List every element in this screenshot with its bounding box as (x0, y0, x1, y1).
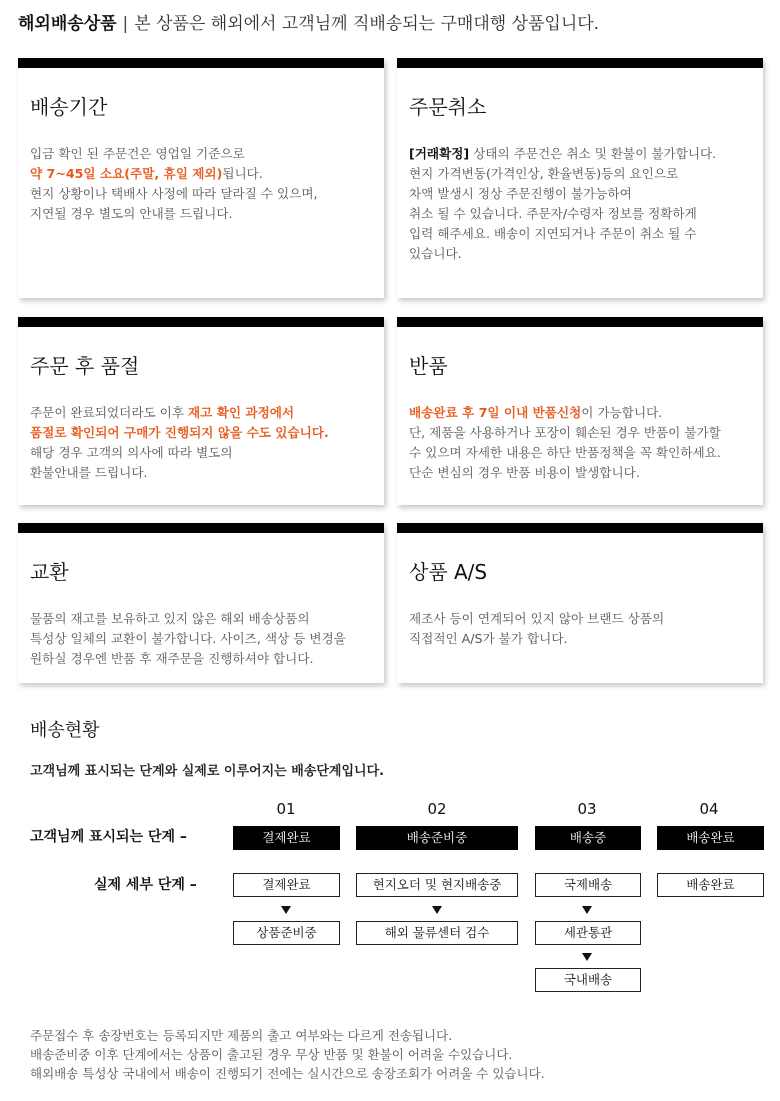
card-exchange (18, 523, 384, 683)
actual-stage-box: 상품준비중 (233, 921, 340, 945)
highlight-text: 약 7~45일 소요(주말, 휴일 제외) (30, 166, 223, 181)
card-text: 입력 해주세요. 배송이 지연되거나 주문이 취소 될 수 (409, 226, 697, 241)
highlight-text: 품절로 확인되어 구매가 진행되지 않을 수도 있습니다. (30, 425, 329, 440)
header-description: 본 상품은 해외에서 고객님께 직배송되는 구매대행 상품입니다. (134, 14, 600, 34)
actual-stage-box: 결제완료 (233, 873, 340, 897)
actual-stage-box: 세관통관 (535, 921, 641, 945)
card-text: 차액 발생시 정상 주문진행이 불가능하여 (409, 186, 632, 201)
card-body (30, 144, 374, 224)
card-text (409, 403, 753, 423)
down-arrow-icon (432, 906, 442, 914)
card-title: 상품 A/S (409, 560, 488, 584)
step-number: 02 (427, 800, 447, 818)
header-brand: 해외배송상품 (18, 14, 117, 34)
card-top-bar (18, 317, 384, 327)
notes (30, 1026, 545, 1083)
card-text: 현지 상황이나 택배사 사정에 따라 달라질 수 있으며, (30, 186, 318, 201)
note-line: 배송준비중 이후 단계에서는 상품이 출고된 경우 무상 반품 및 환불이 어려울 수있습니다. (30, 1047, 513, 1062)
step-number: 01 (276, 800, 296, 818)
customer-stage-box: 결제완료 (233, 826, 340, 850)
actual-stage-box: 국제배송 (535, 873, 641, 897)
card-top-bar (397, 317, 763, 327)
card-top-bar (18, 58, 384, 68)
down-arrow-icon (582, 953, 592, 961)
down-arrow-icon (582, 906, 592, 914)
row-label-actual: 실제 세부 단계 – (94, 877, 197, 893)
card-top-bar (18, 523, 384, 533)
card-text: 직접적인 A/S가 불가 합니다. (409, 631, 568, 646)
header-separator: | (122, 14, 129, 34)
card-title: 교환 (30, 560, 69, 584)
card-text: 원하실 경우엔 반품 후 재주문을 진행하셔야 합니다. (30, 651, 314, 666)
card-body (30, 609, 374, 669)
page-header (18, 10, 768, 38)
actual-stage-box: 해외 물류센터 검수 (356, 921, 518, 945)
note-line: 주문접수 후 송장번호는 등록되지만 제품의 출고 여부와는 다르게 전송됩니다. (30, 1028, 453, 1043)
card-title: 주문 후 품절 (30, 354, 140, 378)
card-text: 단, 제품을 사용하거나 포장이 훼손된 경우 반품이 불가할 (409, 425, 721, 440)
card-title: 주문취소 (409, 95, 487, 119)
card-title: 배송기간 (30, 95, 108, 119)
actual-stage-box: 배송완료 (657, 873, 764, 897)
card-text-start: 주문이 완료되었더라도 이후 (30, 405, 188, 420)
card-text: 입금 확인 된 주문건은 영업일 기준으로 (30, 146, 245, 161)
card-text: 취소 될 수 있습니다. 주문자/수령자 정보를 정확하게 (409, 206, 697, 221)
card-order-cancel (397, 58, 763, 298)
highlight-text: 배송완료 후 7일 이내 반품신청 (409, 405, 582, 420)
card-text: 수 있으며 자세한 내용은 하단 반품정책을 꼭 확인하세요. (409, 445, 721, 460)
actual-stage-box: 현지오더 및 현지배송중 (356, 873, 518, 897)
card-text: 단순 변심의 경우 반품 비용이 발생합니다. (409, 465, 640, 480)
note-line: 해외배송 특성상 국내에서 배송이 진행되기 전에는 실시간으로 송장조회가 어려울 수 있습니다. (30, 1066, 545, 1081)
card-text: 환불안내를 드립니다. (30, 465, 148, 480)
card-text-rest: 이 가능합니다. (581, 405, 663, 420)
card-text-rest: 상태의 주문건은 취소 및 환불이 불가합니다. (469, 146, 717, 161)
card-text: 있습니다. (409, 246, 462, 261)
card-text: 물품의 재고를 보유하고 있지 않은 해외 배송상품의 (30, 611, 310, 626)
bold-text: [거래확정] (409, 146, 470, 161)
card-return (397, 317, 763, 505)
customer-stage-box: 배송중 (535, 826, 641, 850)
customer-stage-box: 배송완료 (657, 826, 764, 850)
card-text: 현지 가격변동(가격인상, 환율변동)등의 요인으로 (409, 166, 679, 181)
card-text: 제조사 등이 연계되어 있지 않아 브랜드 상품의 (409, 611, 665, 626)
step-number: 04 (699, 800, 719, 818)
card-body (409, 403, 753, 483)
card-text: 해당 경우 고객의 의사에 따라 별도의 (30, 445, 233, 460)
actual-stage-box: 국내배송 (535, 968, 641, 992)
card-text-rest: 됩니다. (222, 166, 263, 181)
card-text (409, 144, 753, 164)
card-as (397, 523, 763, 683)
card-body (409, 609, 753, 649)
card-top-bar (397, 58, 763, 68)
status-subtitle: 고객님께 표시되는 단계와 실제로 이루어지는 배송단계입니다. (30, 764, 385, 779)
card-text: 지연될 경우 별도의 안내를 드립니다. (30, 206, 233, 221)
card-text (30, 403, 374, 423)
card-top-bar (397, 523, 763, 533)
status-title: 배송현황 (30, 720, 100, 741)
card-title: 반품 (409, 354, 448, 378)
card-shipping-period (18, 58, 384, 298)
card-body (30, 403, 374, 483)
highlight-text: 재고 확인 과정에서 (188, 405, 295, 420)
card-text: 특성상 일체의 교환이 불가합니다. 사이즈, 색상 등 변경을 (30, 631, 346, 646)
row-label-customer: 고객님께 표시되는 단계 – (30, 829, 187, 845)
step-number: 03 (577, 800, 597, 818)
card-body (409, 144, 753, 264)
card-text (30, 164, 374, 184)
down-arrow-icon (281, 906, 291, 914)
card-out-of-stock (18, 317, 384, 505)
customer-stage-box: 배송준비중 (356, 826, 518, 850)
